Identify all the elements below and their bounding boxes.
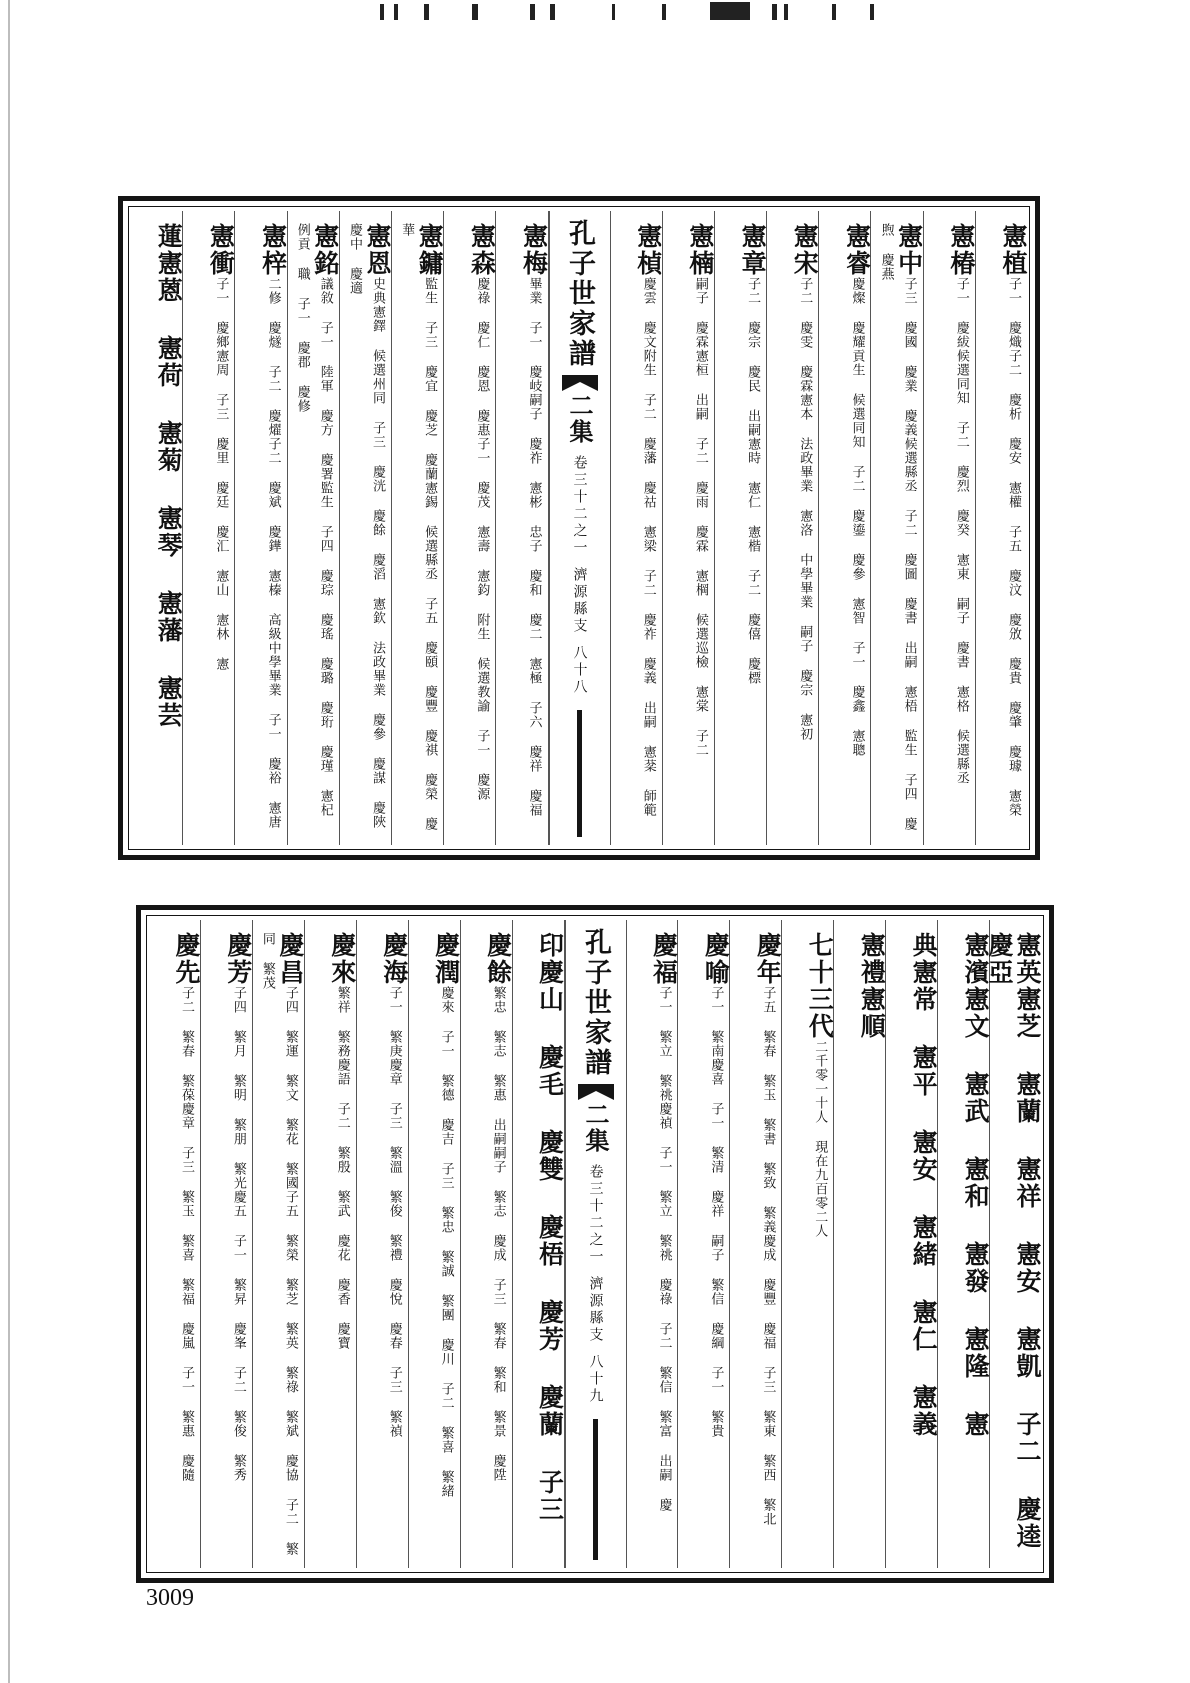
lower-column: 慶餘繁忠 繁志 繁惠 出嗣嗣子 繁志 慶成 子三 繁春 繁和 繁景 慶陞 (461, 920, 513, 1568)
branch-label: 濟源縣支 (571, 567, 588, 635)
lower-column: 七十三代二千零一十人 現在九百零二人 (782, 920, 834, 1568)
lower-column: 慶海子一 繁庚慶章 子三 繁溫 繁俊 繁禮 慶悅 慶春 子三 繁禎 (357, 920, 409, 1568)
upper-column: 憲睿慶燦 慶耀貢生 候選同知 子二 慶鎏 慶參 憲智 子一 慶鑫 憲聰 (819, 211, 871, 845)
upper-column: 憲中子三 慶國 慶業 慶義候選縣丞 子二 慶圖 慶書 出嗣 憲梧 監生 子四 慶煦 慶燕 (871, 211, 923, 845)
upper-column: 蓮憲蒽 憲荷 憲菊 憲琴 憲藩 憲芸 (131, 211, 183, 845)
fishtail-mark-icon (578, 1084, 614, 1100)
book-title: 孔子世家譜 (564, 219, 595, 369)
upper-column: 憲宋子二 慶雯 慶霖憲本 法政畢業 憲洛 中學畢業 嗣子 慶宗 憲初 (767, 211, 819, 845)
top-scan-marks (380, 0, 940, 22)
leaf-number: 八十九 (587, 1354, 604, 1405)
lower-center-column (565, 920, 627, 1568)
upper-center-column (549, 211, 611, 845)
lower-column: 典憲常 憲平 憲安 憲緒 憲仁 憲義 (886, 920, 938, 1568)
lower-column: 慶福子一 繁立 繁祧慶禎 子一 繁立 繁祧 慶祿 子二 繁信 繁富 出嗣 慶 (627, 920, 679, 1568)
page-number: 3009 (146, 1585, 194, 1611)
lower-column: 慶來繁祥 繁務慶語 子二 繁殷 繁武 慶花 慶香 慶寶 (305, 920, 357, 1568)
lower-column: 慶芳子四 繁月 繁明 繁朋 繁光慶五 子一 繁昇 慶峯 子二 繁俊 繁秀 (201, 920, 253, 1568)
center-rule (577, 710, 582, 837)
lower-column: 憲英憲芝 憲蘭 憲祥 憲安 憲凱 子二 慶逵 慶亞 (985, 932, 1042, 1550)
upper-column: 憲恩史典憲鐸 候選州同 子三 慶洸 慶餘 慶滔 憲欽 法政畢業 慶參 慶謀 慶陜 慶中 慶適 (340, 211, 392, 845)
upper-column: 憲椿子一 慶紱候選同知 子二 慶烈 慶癸 憲東 嗣子 慶書 憲格 候選縣丞 (924, 211, 976, 845)
upper-column: 憲鏞監生 子三 慶宜 慶芝 慶蘭憲錫 候選縣丞 子五 慶頤 慶豐 慶祺 慶榮 慶華 (392, 211, 444, 845)
upper-column: 憲梅畢業 子一 慶岐嗣子 慶祚 憲彬 忠子 慶和 慶二 憲極 子六 慶祥 慶福 (496, 211, 548, 845)
upper-column: 憲森慶祿 慶仁 慶恩 慶惠子一 慶茂 憲壽 憲鈞 附生 候選教諭 子一 慶源 (444, 211, 496, 845)
lower-page-panel (136, 905, 1054, 1583)
fishtail-mark-icon (562, 375, 598, 391)
series-label: 二集 (565, 393, 594, 445)
lower-column: 慶昌子四 繁運 繁文 繁花 繁國子五 繁榮 繁芝 繁英 繁祿 繁斌 慶協 子二 繁同 繁茂 (253, 920, 305, 1568)
volume-label: 卷三十二之一 (571, 455, 588, 557)
upper-column: 憲銘議敘 子一 陸軍 慶方 慶署監生 子四 慶琮 慶瑤 慶璐 慶珩 慶瑾 憲杞 例貢 職 子一 慶郡 慶修 (288, 211, 340, 845)
lower-column: 慶先子二 繁春 繁葆慶章 子三 繁玉 繁喜 繁福 慶嵐 子一 繁惠 慶隨 (149, 920, 201, 1568)
lower-column: 慶喻子一 繁南慶喜 子一 繁清 慶祥 嗣子 繁信 慶綱 子一 繁貴 (678, 920, 730, 1568)
upper-column: 憲衝子一 慶鄉憲周 子三 慶里 慶廷 慶汇 憲山 憲林 憲 (183, 211, 235, 845)
branch-label: 濟源縣支 (587, 1276, 604, 1344)
book-title: 孔子世家譜 (580, 928, 611, 1078)
lower-columns (149, 920, 1041, 1568)
upper-column: 憲楨慶雲 慶文附生 子二 慶藩 慶祜 憲梁 子二 慶祚 慶義 出嗣 憲棻 師範 (611, 211, 663, 845)
lower-column: 憲濱憲文 憲武 憲和 憲發 憲隆 憲 (938, 920, 990, 1568)
scan-edge (8, 0, 10, 1683)
upper-column: 憲梓二修 慶燧 子二 慶燿子二 慶斌 慶鏵 憲榛 高級中學畢業 子一 慶裕 憲唐 (235, 211, 287, 845)
volume-label: 卷三十二之一 (587, 1164, 604, 1266)
upper-column: 憲楠嗣子 慶霖憲桓 出嗣 子二 慶雨 慶霖 憲棡 候選巡檢 憲棠 子二 (663, 211, 715, 845)
upper-page-panel (118, 196, 1040, 860)
upper-column: 憲章子二 慶宗 慶民 出嗣憲時 憲仁 憲楷 子二 慶僖 慶標 (715, 211, 767, 845)
center-rule (593, 1419, 598, 1560)
lower-column: 印慶山 慶毛 慶雙 慶梧 慶芳 慶蘭 子三 (513, 920, 565, 1568)
leaf-number: 八十八 (571, 645, 588, 696)
series-label: 二集 (581, 1102, 610, 1154)
upper-columns (131, 211, 1027, 845)
upper-column: 憲植子一 慶熾子二 慶析 慶安 憲權 子五 慶汶 慶攽 慶貴 慶肇 慶璩 憲榮 (999, 223, 1028, 817)
lower-column: 慶年子五 繁春 繁玉 繁書 繁致 繁義慶成 慶豐 慶福 子三 繁東 繁西 繁北 (730, 920, 782, 1568)
lower-column: 憲禮憲順 (834, 920, 886, 1568)
lower-column: 慶潤慶來 子一 繁德 慶吉 子三 繁忠 繁誠 繁團 慶川 子二 繁喜 繁緒 (409, 920, 461, 1568)
